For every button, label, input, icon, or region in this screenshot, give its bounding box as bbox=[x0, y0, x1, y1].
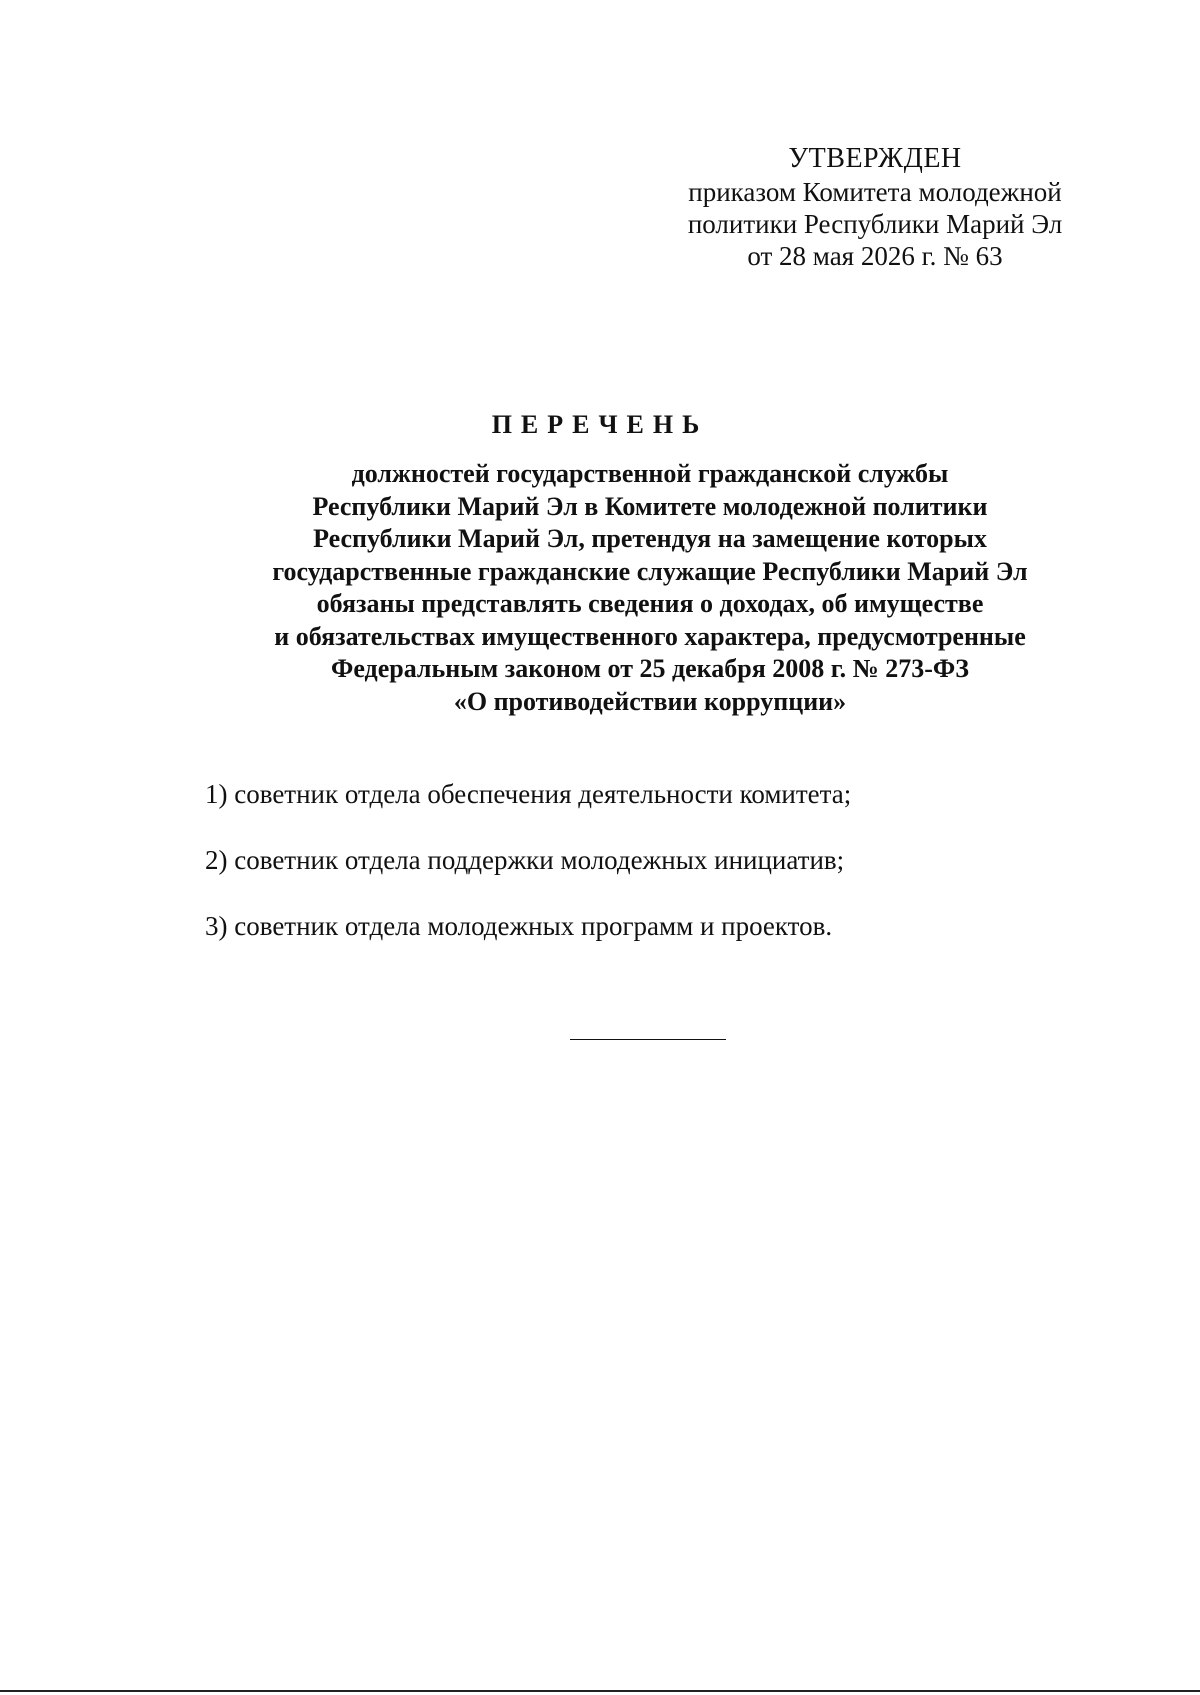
approval-heading: УТВЕРЖДЕН bbox=[788, 143, 962, 174]
document-title: ПЕРЕЧЕНЬ bbox=[491, 410, 709, 439]
list-item: 2) советник отдела поддержки молодежных инициатив; bbox=[205, 845, 845, 875]
subtitle-line: и обязательствах имущественного характера, предусмотренные bbox=[274, 621, 1026, 651]
document-subtitle bbox=[200, 458, 1100, 718]
approval-line-2: политики Республики Марий Эл bbox=[687, 209, 1063, 239]
subtitle-line: Республики Марий Эл в Комитете молодежной политики bbox=[312, 491, 988, 521]
subtitle-line: обязаны представлять сведения о доходах, об имуществе bbox=[316, 589, 984, 618]
approval-line-3: от 28 мая 2026 г. № 63 bbox=[747, 241, 1003, 271]
approval-line-1: приказом Комитета молодежной bbox=[688, 177, 1062, 207]
approval-block bbox=[660, 143, 1090, 272]
subtitle-line: Республики Марий Эл, претендуя на замещение которых bbox=[313, 524, 987, 553]
page-bottom-border bbox=[0, 1690, 1200, 1692]
subtitle-line: Федеральным законом от 25 декабря 2008 г. № 273-ФЗ bbox=[331, 654, 969, 683]
subtitle-line: должностей государственной гражданской службы bbox=[351, 459, 949, 488]
list-item: 1) советник отдела обеспечения деятельности комитета; bbox=[205, 779, 852, 809]
end-divider bbox=[570, 1039, 726, 1040]
list-item: 3) советник отдела молодежных программ и проектов. bbox=[205, 911, 833, 941]
subtitle-line: государственные гражданские служащие Республики Марий Эл bbox=[272, 556, 1028, 586]
subtitle-line: «О противодействии коррупции» bbox=[453, 686, 847, 716]
positions-list bbox=[205, 778, 1105, 976]
